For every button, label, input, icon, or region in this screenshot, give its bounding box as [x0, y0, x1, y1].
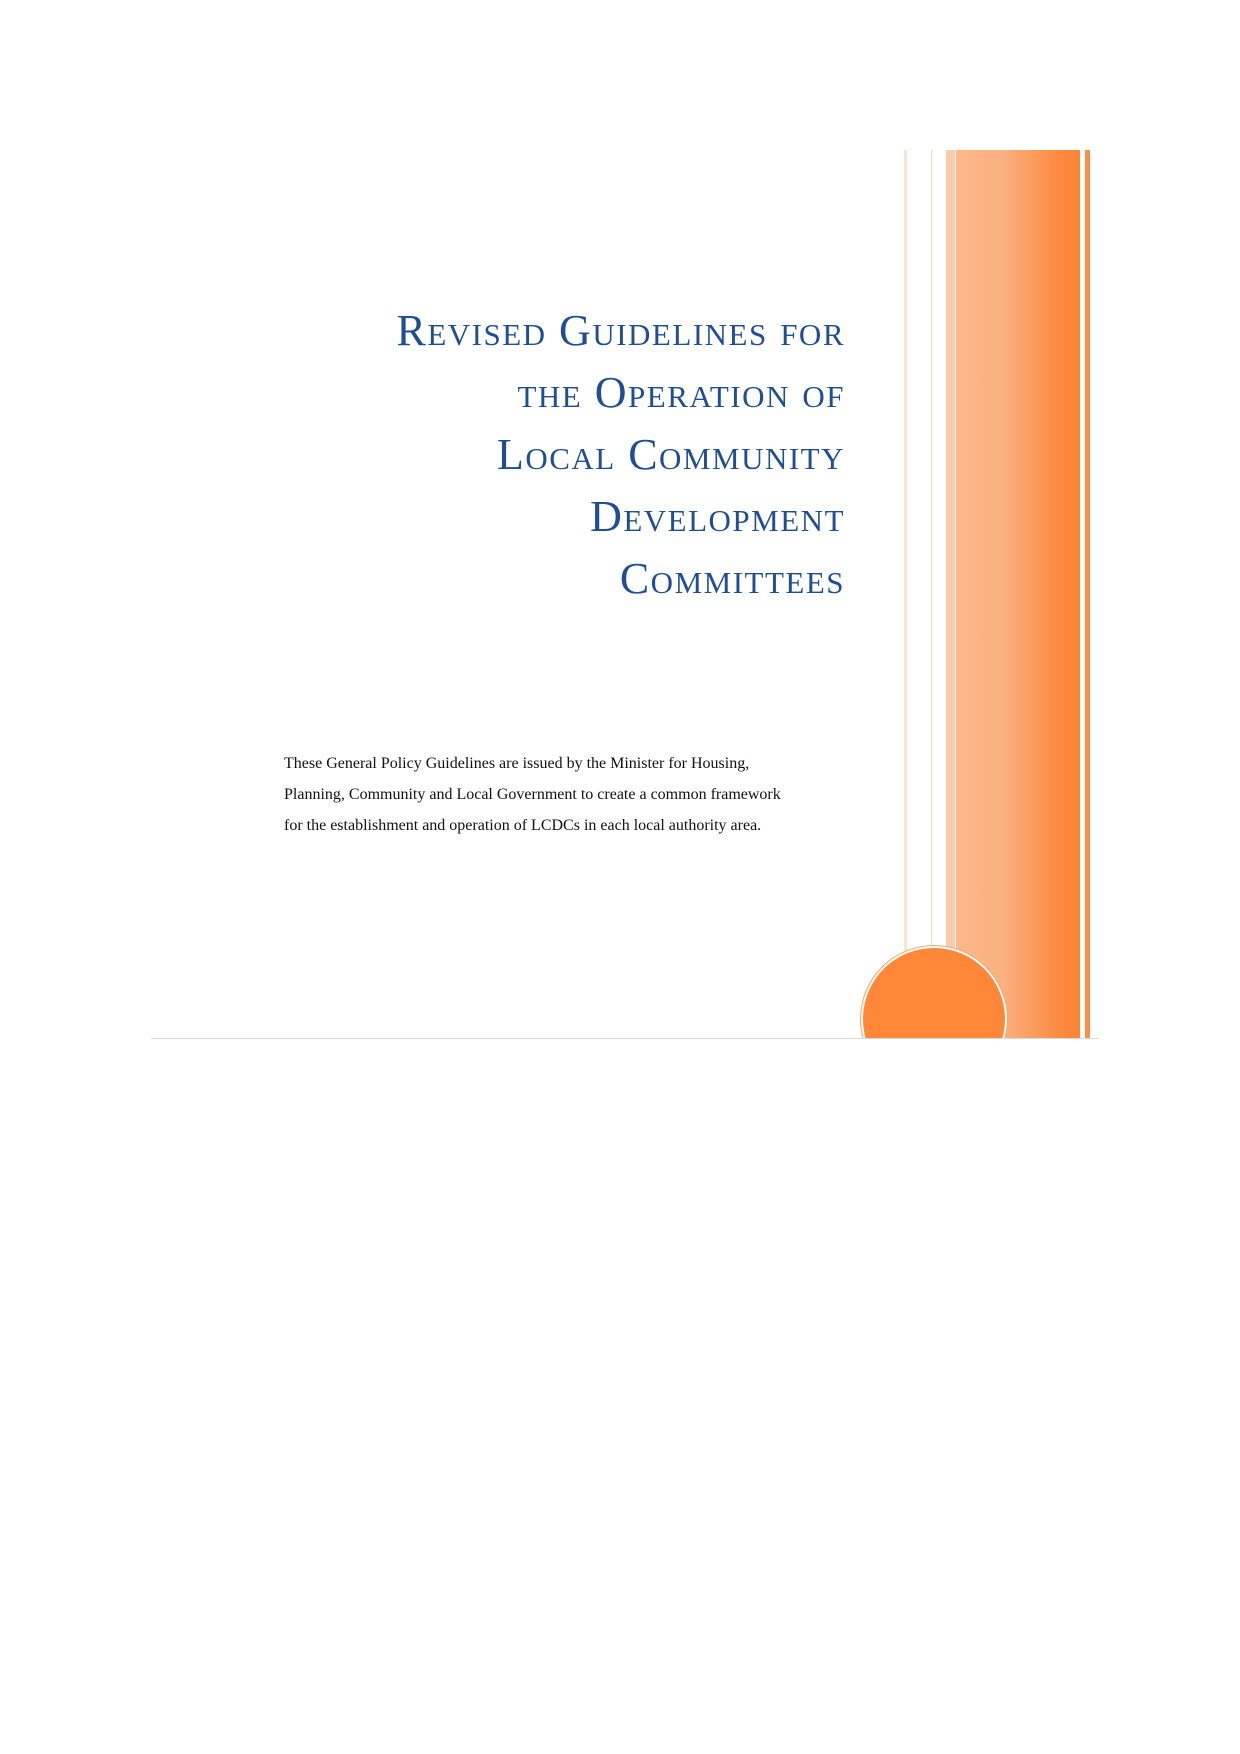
description-line: These General Policy Guidelines are issued by the Minister for Housing, [284, 755, 750, 772]
document-title [397, 300, 846, 610]
description-line: for the establishment and operation of LCDCs in each local authority area. [284, 817, 762, 834]
title-line: Development [590, 492, 845, 541]
decorative-gradient-bar [956, 150, 1080, 1038]
decorative-stripe [931, 150, 932, 1038]
document-description [284, 748, 884, 841]
title-line: Local Community [496, 430, 845, 479]
title-line: Committees [619, 554, 845, 603]
decorative-circle-shape [863, 948, 1005, 1038]
decorative-stripe [946, 150, 955, 1038]
title-line: Revised Guidelines for [396, 306, 845, 355]
decorative-stripe [1085, 150, 1090, 1038]
description-line: Planning, Community and Local Government to create a common framework [284, 786, 781, 803]
divider-line [151, 1038, 1099, 1039]
decorative-circle [855, 930, 1015, 1038]
decorative-stripe [904, 150, 907, 1038]
title-line: the Operation of [517, 368, 845, 417]
